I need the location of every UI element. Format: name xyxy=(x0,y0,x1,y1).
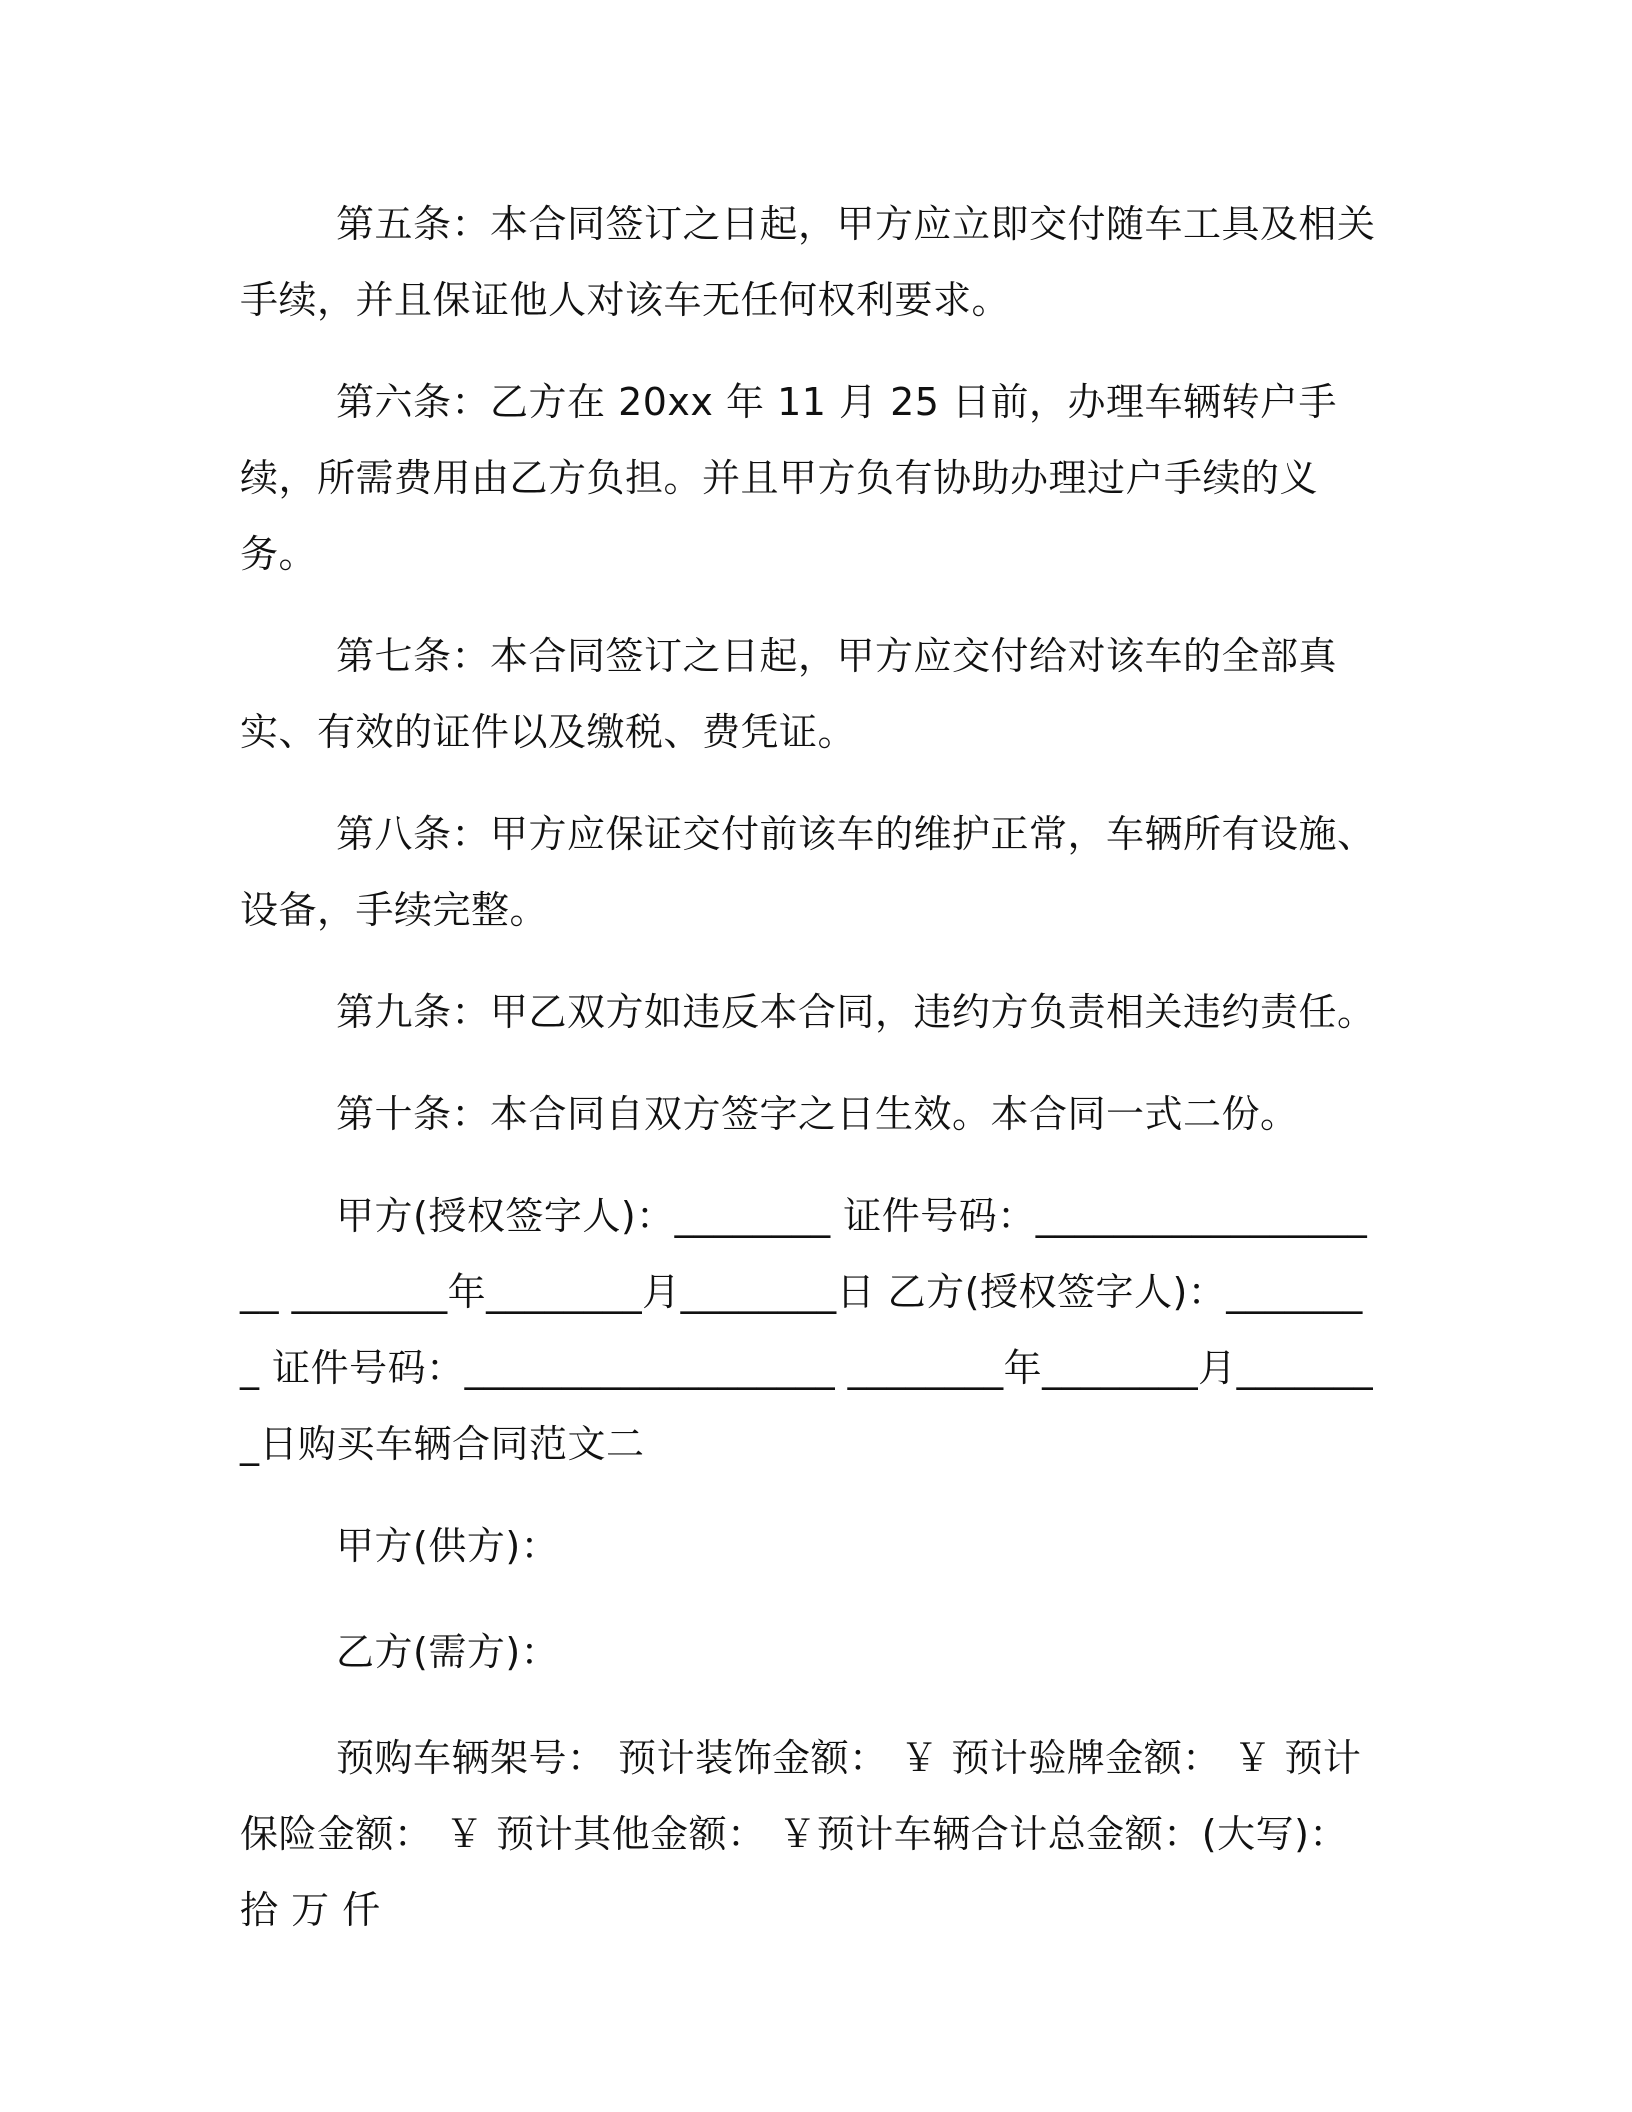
clause-7: 第七条：本合同签订之日起，甲方应交付给对该车的全部真实、有效的证件以及缴税、费凭证。 xyxy=(240,634,1338,754)
party-a-supplier: 甲方(供方)： xyxy=(336,1524,560,1568)
document-body xyxy=(240,186,1382,1948)
party-b-buyer: 乙方(需方)： xyxy=(336,1630,560,1674)
clause-6: 第六条：乙方在 20xx 年 11 月 25 日前，办理车辆转户手续，所需费用由乙方负担。并且甲方负有协助办理过户手续的义务。 xyxy=(240,380,1338,576)
purchase-amounts: 预购车辆架号： 预计装饰金额： ￥ 预计验牌金额： ￥ 预计保险金额： ￥ 预计其他金额： ￥预计车辆合计总金额：(大写)： 拾 万 仟 xyxy=(240,1736,1362,1932)
clause-10: 第十条：本合同自双方签字之日生效。本合同一式二份。 xyxy=(336,1092,1299,1136)
signature-block: 甲方(授权签字人)：________ 证件号码：___________________ ________年________月________日 乙方(授权签字人)：________ 证件号码：___________________ ________年________月________日购买车辆合同范文二 xyxy=(240,1194,1374,1466)
clause-5: 第五条：本合同签订之日起，甲方应立即交付随车工具及相关手续，并且保证他人对该车无任何权利要求。 xyxy=(240,202,1376,322)
clause-8: 第八条：甲方应保证交付前该车的维护正常，车辆所有设施、设备，手续完整。 xyxy=(240,812,1376,932)
clause-9: 第九条：甲乙双方如违反本合同，违约方负责相关违约责任。 xyxy=(336,990,1376,1034)
